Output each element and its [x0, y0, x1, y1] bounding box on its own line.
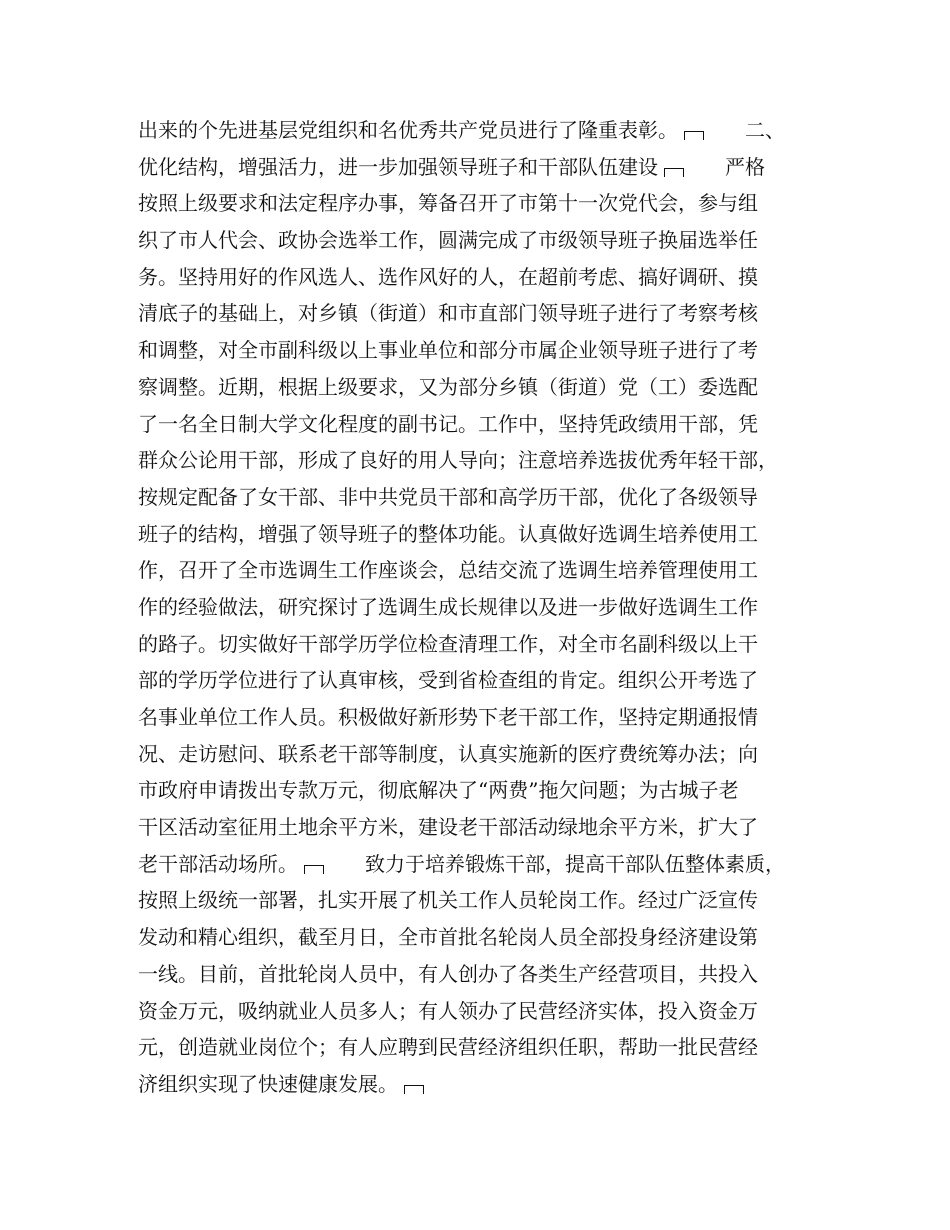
text-line: 发动和精心组织，截至月日，全市首批名轮岗人员全部投身经济建设第: [138, 925, 758, 950]
text-line: 元，创造就业岗位个；有人应聘到民营经济组织任职，帮助一批民营经: [138, 1035, 758, 1060]
text-line: 出来的个先进基层党组织和名优秀共产党员进行了隆重表彰。 二、: [138, 118, 785, 142]
text-line: 和调整，对全市副科级以上事业单位和部分市属企业领导班子进行了考: [138, 338, 758, 363]
text-line: 务。坚持用好的作风选人、选作风好的人，在超前考虑、搞好调研、摸: [138, 264, 758, 289]
text-line: 察调整。近期，根据上级要求，又为部分乡镇（街道）党（工）委选配: [138, 374, 758, 399]
text-line: 资金万元，吸纳就业人员多人；有人领办了民营经济实体，投入资金万: [138, 998, 758, 1023]
text-line: 清底子的基础上，对乡镇（街道）和市直部门领导班子进行了考察考核: [138, 301, 758, 326]
text-line: 名事业单位工作人员。积极做好新形势下老干部工作，坚持定期通报情: [138, 705, 758, 729]
paragraph-mark-icon: [664, 168, 684, 177]
text-line: 按照上级要求和法定程序办事，筹备召开了市第十一次党代会，参与组: [138, 191, 758, 216]
text-line: 织了市人代会、政协会选举工作，圆满完成了市级领导班子换届选举任: [138, 228, 758, 253]
text-line: 了一名全日制大学文化程度的副书记。工作中，坚持凭政绩用干部，凭: [138, 411, 758, 436]
text-line: 作的经验做法，研究探讨了选调生成长规律以及进一步做好选调生工作: [138, 594, 758, 619]
paragraph-mark-icon: [304, 865, 324, 874]
text-line: 班子的结构，增强了领导班子的整体功能。认真做好选调生培养使用工: [138, 521, 758, 546]
text-line: 干区活动室征用土地余平方米，建设老干部活动绿地余平方米，扩大了: [138, 815, 758, 840]
text-line: 按照上级统一部署，扎实开展了机关工作人员轮岗工作。经过广泛宣传: [138, 888, 758, 913]
text-line: 况、走访慰问、联系老干部等制度，认真实施新的医疗费统筹办法；向: [138, 741, 758, 766]
text-line: 老干部活动场所。 致力于培养锻炼干部，提高干部队伍整体素质，: [138, 851, 785, 876]
text-line: 优化结构，增强活力，进一步加强领导班子和干部队伍建设 严格: [138, 154, 765, 179]
text-line: 部的学历学位进行了认真审核，受到省检查组的肯定。组织公开考选了: [138, 668, 758, 693]
text-line: 按规定配备了女干部、非中共党员干部和高学历干部，优化了各级领导: [138, 484, 758, 509]
paragraph-mark-icon: [404, 1085, 424, 1094]
text-line: 的路子。切实做好干部学历学位检查清理工作，对全市名副科级以上干: [138, 631, 758, 656]
text-line: 一线。目前，首批轮岗人员中，有人创办了各类生产经营项目，共投入: [138, 961, 758, 986]
paragraph-mark-icon: [684, 131, 704, 140]
text-line: 济组织实现了快速健康发展。: [138, 1066, 838, 1103]
text-line: 作，召开了全市选调生工作座谈会，总结交流了选调生培养管理使用工: [138, 558, 758, 583]
text-line: 市政府申请拨出专款万元，彻底解决了“两费”拖欠问题；为古城子老: [138, 778, 739, 803]
body-text: [138, 112, 838, 1103]
text-line: 群众公论用干部，形成了良好的用人导向；注意培养选拔优秀年轻干部，: [138, 448, 778, 473]
